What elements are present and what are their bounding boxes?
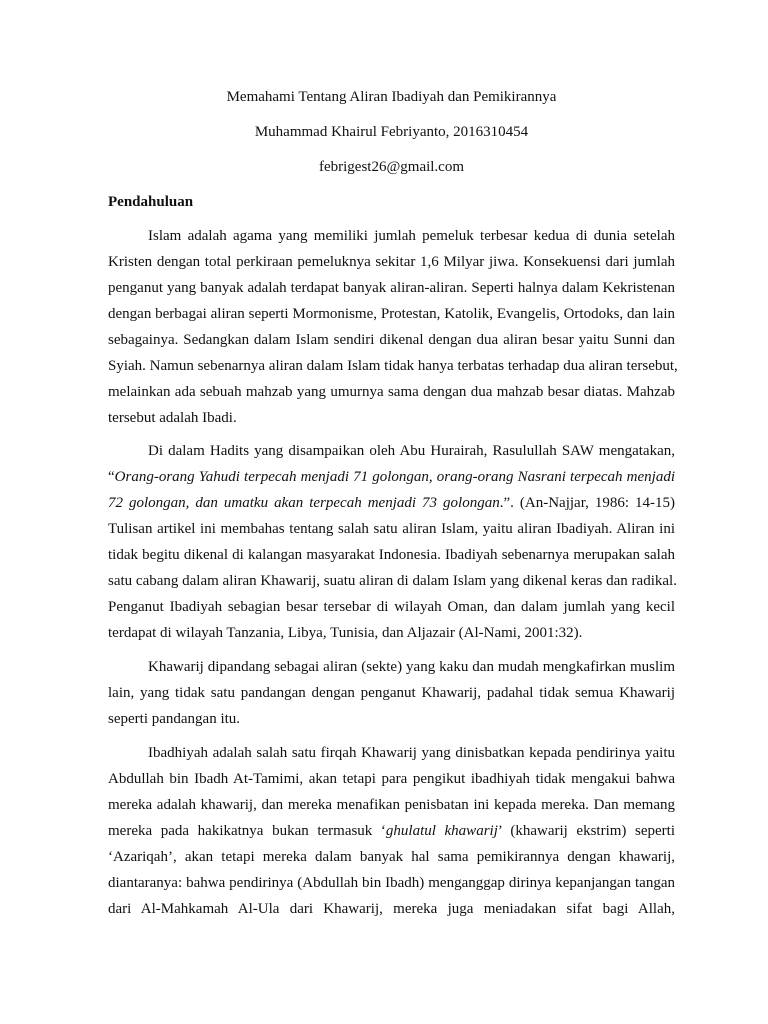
italic-term: ghulatul khawarij <box>385 823 498 839</box>
paragraph-4-line: Ibadhiyah adalah salah satu firqah Khawarij yang dinisbatkan kepada pendirinya yaitu <box>148 745 675 761</box>
paragraph-4-line: Abdullah bin Ibadh At-Tamimi, akan tetapi para pengikut ibadhiyah tidak mengakui bahwa <box>108 771 675 787</box>
paragraph-4-line <box>108 821 675 841</box>
paragraph-2-quote-line <box>108 467 675 487</box>
author-email: febrigest26@gmail.com <box>318 159 465 175</box>
paragraph-3-line: seperti pandangan itu. <box>108 711 241 727</box>
paragraph-1-line: Islam adalah agama yang memiliki jumlah pemeluk terbesar kedua di dunia setelah <box>148 228 675 244</box>
paragraph-3-line: lain, yang tidak satu pandangan dengan penganut Khawarij, padahal tidak semua Khawarij <box>108 685 675 701</box>
paragraph-2-line: Penganut Ibadiyah sebagian besar tersebar di wilayah Oman, dan dalam jumlah yang kecil <box>108 599 675 615</box>
paragraph-4-line: diantaranya: bahwa pendirinya (Abdullah bin Ibadh) menganggap dirinya kepanjangan tangan <box>108 875 675 891</box>
paragraph-1-line: dengan berbagai aliran seperti Mormonisme, Protestan, Katolik, Evangelis, Ortodoks, dan lain <box>108 306 675 322</box>
paragraph-1-line: penganut yang banyak adalah terdapat banyak aliran-aliran. Seperti halnya dalam Kekristenan <box>108 280 675 296</box>
text-segment: ’ (khawarij ekstrim) seperti <box>497 823 676 839</box>
paragraph-2-line: Tulisan artikel ini membahas tentang salah satu aliran Islam, yaitu aliran Ibadiyah. Aliran ini <box>108 521 675 537</box>
paragraph-1-line: tersebut adalah Ibadi. <box>108 410 237 426</box>
paragraph-3-line: Khawarij dipandang sebagai aliran (sekte) yang kaku dan mudah mengkafirkan muslim <box>148 659 675 675</box>
close-quote: .”. <box>499 495 514 511</box>
paragraph-4-line: mereka adalah khawarij, dan mereka menafikan penisbatan ini kepada mereka. Dan memang <box>108 797 675 813</box>
paragraph-1-line: sebagainya. Sedangkan dalam Islam sendiri dikenal dengan dua aliran besar yaitu Sunni dan <box>108 332 675 348</box>
section-heading: Pendahuluan <box>108 194 194 210</box>
paragraph-2-quote-line <box>108 493 675 513</box>
author-line: Muhammad Khairul Febriyanto, 2016310454 <box>254 124 529 140</box>
text-segment: mereka pada hakikatnya bukan termasuk ‘ <box>108 823 386 839</box>
paragraph-1-line: Syiah. Namun sebenarnya aliran dalam Islam tidak hanya terbatas terhadap dua aliran tersebut, <box>108 358 678 374</box>
paragraph-4-line: ‘Azariqah’, akan tetapi mereka dalam banyak hal sama pemikirannya dengan khawarij, <box>108 849 675 865</box>
paragraph-2-line: tidak begitu dikenal di kalangan masyarakat Indonesia. Ibadiyah sebenarnya merupakan salah <box>108 547 675 563</box>
document-title: Memahami Tentang Aliran Ibadiyah dan Pemikirannya <box>226 89 557 105</box>
paragraph-1-line: melainkan ada sebuah mahzab yang umurnya sama dengan dua mahzab besar diatas. Mahzab <box>108 384 675 400</box>
paragraph-2-line: satu cabang dalam aliran Khawarij, suatu aliran di dalam Islam yang dikenal keras dan radikal. <box>108 573 677 589</box>
paragraph-4-line: dari Al-Mahkamah Al-Ula dari Khawarij, mereka juga meniadakan sifat bagi Allah, <box>108 901 675 917</box>
hadith-quote: 72 golongan, dan umatku akan terpecah menjadi 73 golongan <box>108 495 500 511</box>
paragraph-1-line: Kristen dengan total perkiraan pemeluknya sekitar 1,6 Milyar jiwa. Konsekuensi dari jumlah <box>108 254 675 270</box>
paragraph-2-line: Di dalam Hadits yang disampaikan oleh Abu Hurairah, Rasulullah SAW mengatakan, <box>148 443 675 459</box>
hadith-quote: Orang-orang Yahudi terpecah menjadi 71 golongan, orang-orang Nasrani terpecah menjadi <box>114 469 675 485</box>
citation: (An-Najjar, 1986: 14-15) <box>513 495 675 511</box>
open-quote: “ <box>108 469 115 485</box>
paragraph-2-line: terdapat di wilayah Tanzania, Libya, Tunisia, dan Aljazair (Al-Nami, 2001:32). <box>108 625 583 641</box>
